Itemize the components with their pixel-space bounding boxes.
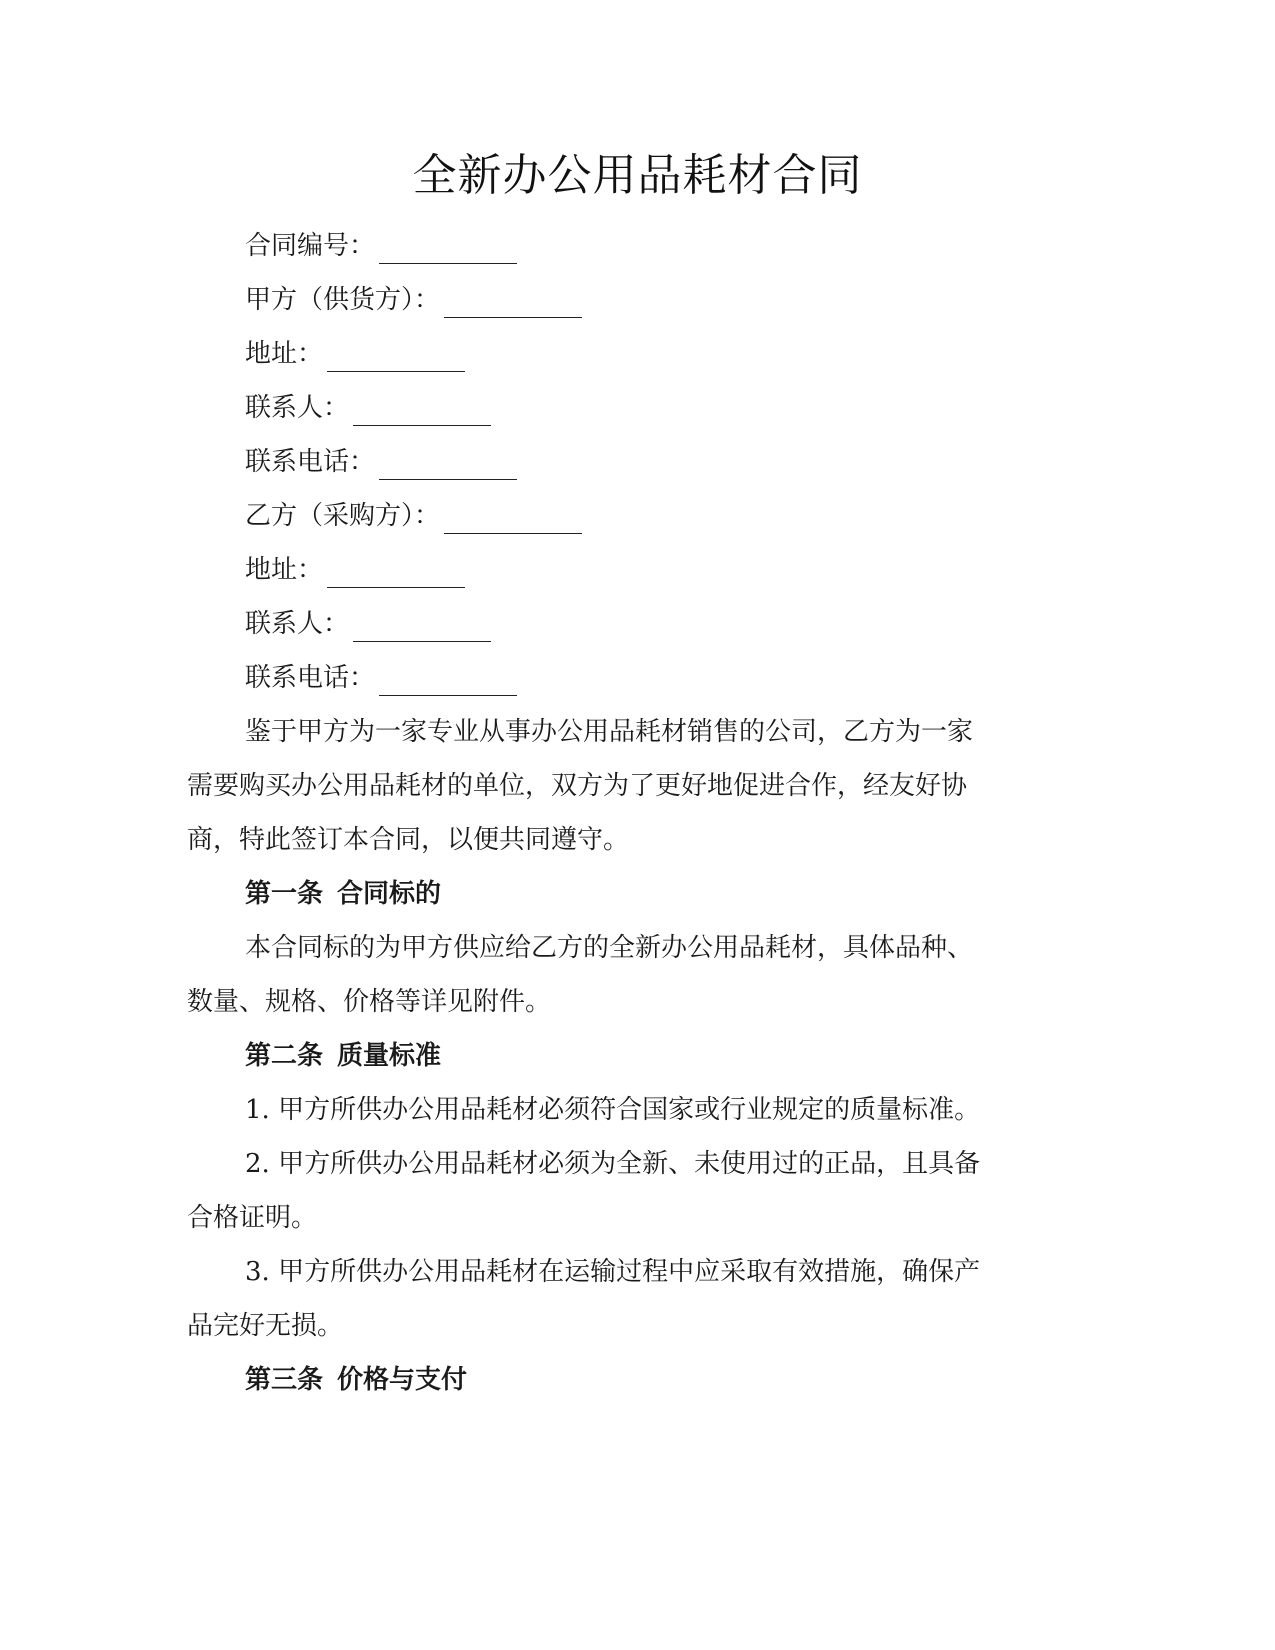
contract-number-field — [245, 228, 517, 264]
article-2-number: 第二条 — [245, 1041, 324, 1071]
party-b-contact-field — [245, 606, 491, 642]
party-b-field — [245, 498, 582, 534]
party-a-contact-field — [245, 390, 491, 426]
preamble-line-1: 鉴于甲方为一家专业从事办公用品耗材销售的公司，乙方为一家 — [245, 717, 974, 747]
party-b-label: 乙方（采购方）： — [245, 501, 441, 531]
preamble-line-2: 需要购买办公用品耗材的单位，双方为了更好地促进合作，经友好协 — [187, 771, 968, 801]
party-b-contact-blank — [353, 613, 491, 642]
party-b-blank — [444, 505, 582, 534]
article-1-number: 第一条 — [245, 879, 324, 909]
contract-number-label: 合同编号： — [245, 231, 376, 261]
article-2-heading — [245, 1038, 441, 1074]
article-2-item-2-line-2: 合格证明。 — [187, 1203, 318, 1233]
party-a-address-field — [245, 336, 465, 372]
party-b-contact-label: 联系人： — [245, 609, 350, 639]
party-b-address-blank — [327, 559, 465, 588]
article-2-item-1: 1. 甲方所供办公用品耗材必须符合国家或行业规定的质量标准。 — [245, 1095, 981, 1125]
article-2-item-3-line-1: 3. 甲方所供办公用品耗材在运输过程中应采取有效措施，确保产 — [245, 1257, 981, 1287]
article-3-title: 价格与支付 — [337, 1365, 468, 1395]
party-a-contact-blank — [353, 397, 491, 426]
article-1-line-1: 本合同标的为甲方供应给乙方的全新办公用品耗材，具体品种、 — [245, 933, 974, 963]
party-a-address-blank — [327, 343, 465, 372]
party-b-phone-label: 联系电话： — [245, 663, 376, 693]
party-b-address-field — [245, 552, 465, 588]
article-1-title: 合同标的 — [337, 879, 442, 909]
party-a-phone-label: 联系电话： — [245, 447, 376, 477]
party-a-blank — [444, 289, 582, 318]
article-2-title: 质量标准 — [337, 1041, 442, 1071]
article-3-number: 第三条 — [245, 1365, 324, 1395]
party-a-phone-field — [245, 444, 517, 480]
party-b-address-label: 地址： — [245, 555, 324, 585]
contract-number-blank — [379, 235, 517, 264]
party-b-phone-blank — [379, 667, 517, 696]
article-1-heading — [245, 876, 441, 912]
article-2-item-3-line-2: 品完好无损。 — [187, 1311, 344, 1341]
article-1-line-2: 数量、规格、价格等详见附件。 — [187, 987, 552, 1017]
party-a-address-label: 地址： — [245, 339, 324, 369]
article-3-heading — [245, 1362, 467, 1398]
party-a-field — [245, 282, 582, 318]
party-a-contact-label: 联系人： — [245, 393, 350, 423]
party-a-phone-blank — [379, 451, 517, 480]
article-2-item-2-line-1: 2. 甲方所供办公用品耗材必须为全新、未使用过的正品，且具备 — [245, 1149, 981, 1179]
party-b-phone-field — [245, 660, 517, 696]
document-title: 全新办公用品耗材合同 — [412, 150, 863, 201]
party-a-label: 甲方（供货方）： — [245, 285, 441, 315]
preamble-line-3: 商，特此签订本合同，以便共同遵守。 — [187, 825, 630, 855]
